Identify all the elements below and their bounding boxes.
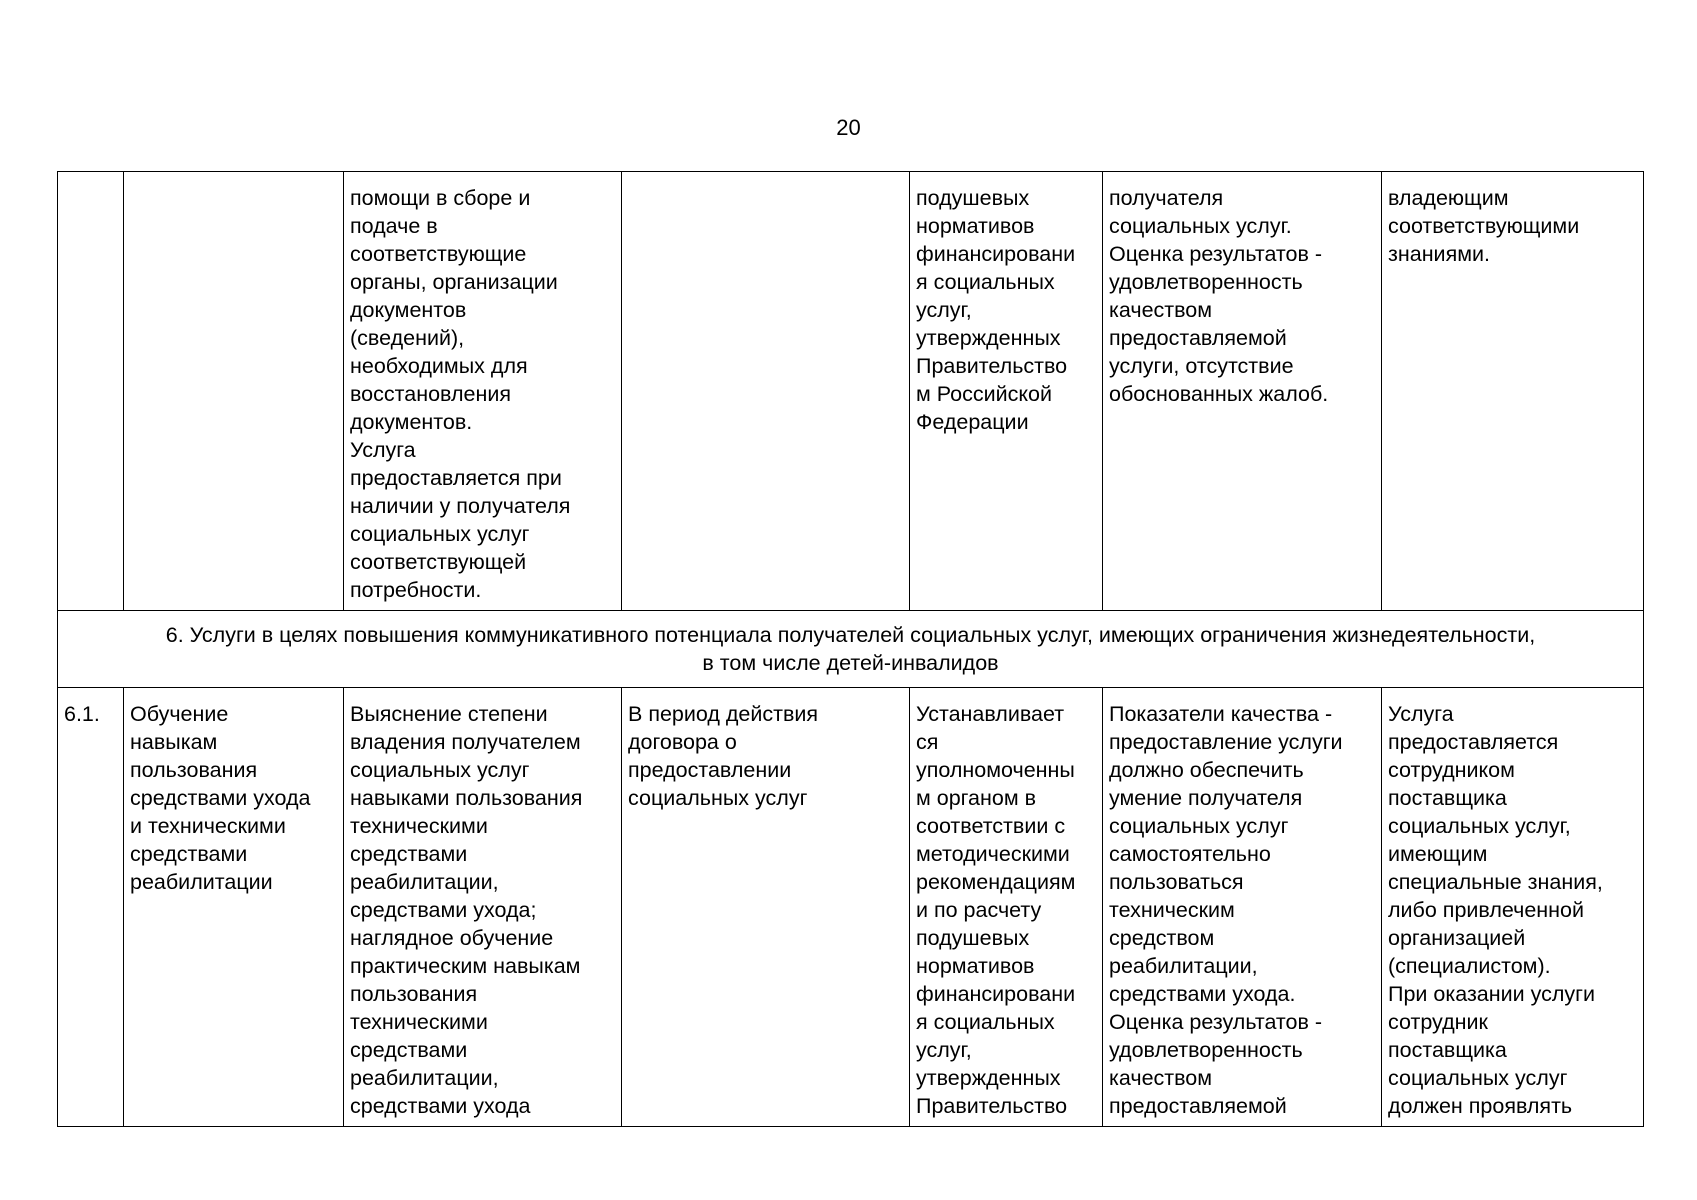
quality-indicators-cell: Показатели качества - предоставление услуги должно обеспечить умение получателя социальных услуг самостоятельно пользоваться техническим средством реабилитации, средствами ухода. Оценка результатов - удовлетворенность качеством предоставляемой bbox=[1103, 688, 1382, 1127]
section-heading: 6. Услуги в целях повышения коммуникативного потенциала получателей социальных услуг, имеющих ограничения жизнедеятельности, в том числе детей-инвалидов bbox=[58, 611, 1644, 688]
service-description-cell: помощи в сборе и подаче в соответствующие органы, организации документов (сведений), необходимых для восстановления документов. Услуга предоставляется при наличии у получателя социальных услуг соответствующей потребности. bbox=[344, 172, 622, 611]
services-table bbox=[57, 171, 1644, 1127]
service-name-cell: Обучение навыкам пользования средствами ухода и техническими средствами реабилитации bbox=[124, 688, 344, 1127]
service-name-cell bbox=[124, 172, 344, 611]
table-row bbox=[58, 172, 1644, 611]
conditions-cell: владеющим соответствующими знаниями. bbox=[1382, 172, 1644, 611]
service-period-cell: В период действия договора о предоставлении социальных услуг bbox=[622, 688, 910, 1127]
financing-cell: подушевых нормативов финансировани я социальных услуг, утвержденных Правительство м Российской Федерации bbox=[910, 172, 1103, 611]
number-cell bbox=[58, 172, 124, 611]
table-row bbox=[58, 688, 1644, 1127]
service-description-cell: Выяснение степени владения получателем социальных услуг навыками пользования техническими средствами реабилитации, средствами ухода; наглядное обучение практическим навыкам пользования техническими средствами реабилитации, средствами ухода bbox=[344, 688, 622, 1127]
service-period-cell bbox=[622, 172, 910, 611]
quality-indicators-cell: получателя социальных услуг. Оценка результатов - удовлетворенность качеством предоставляемой услуги, отсутствие обоснованных жалоб. bbox=[1103, 172, 1382, 611]
page-number: 20 bbox=[836, 115, 861, 140]
number-cell: 6.1. bbox=[58, 688, 124, 1127]
section-row bbox=[58, 611, 1644, 688]
financing-cell: Устанавливает ся уполномоченны м органом в соответствии с методическими рекомендациям и по расчету подушевых нормативов финансировани я социальных услуг, утвержденных Правительство bbox=[910, 688, 1103, 1127]
conditions-cell: Услуга предоставляется сотрудником поставщика социальных услуг, имеющим специальные знания, либо привлеченной организацией (специалистом). При оказании услуги сотрудник поставщика социальных услуг должен проявлять bbox=[1382, 688, 1644, 1127]
